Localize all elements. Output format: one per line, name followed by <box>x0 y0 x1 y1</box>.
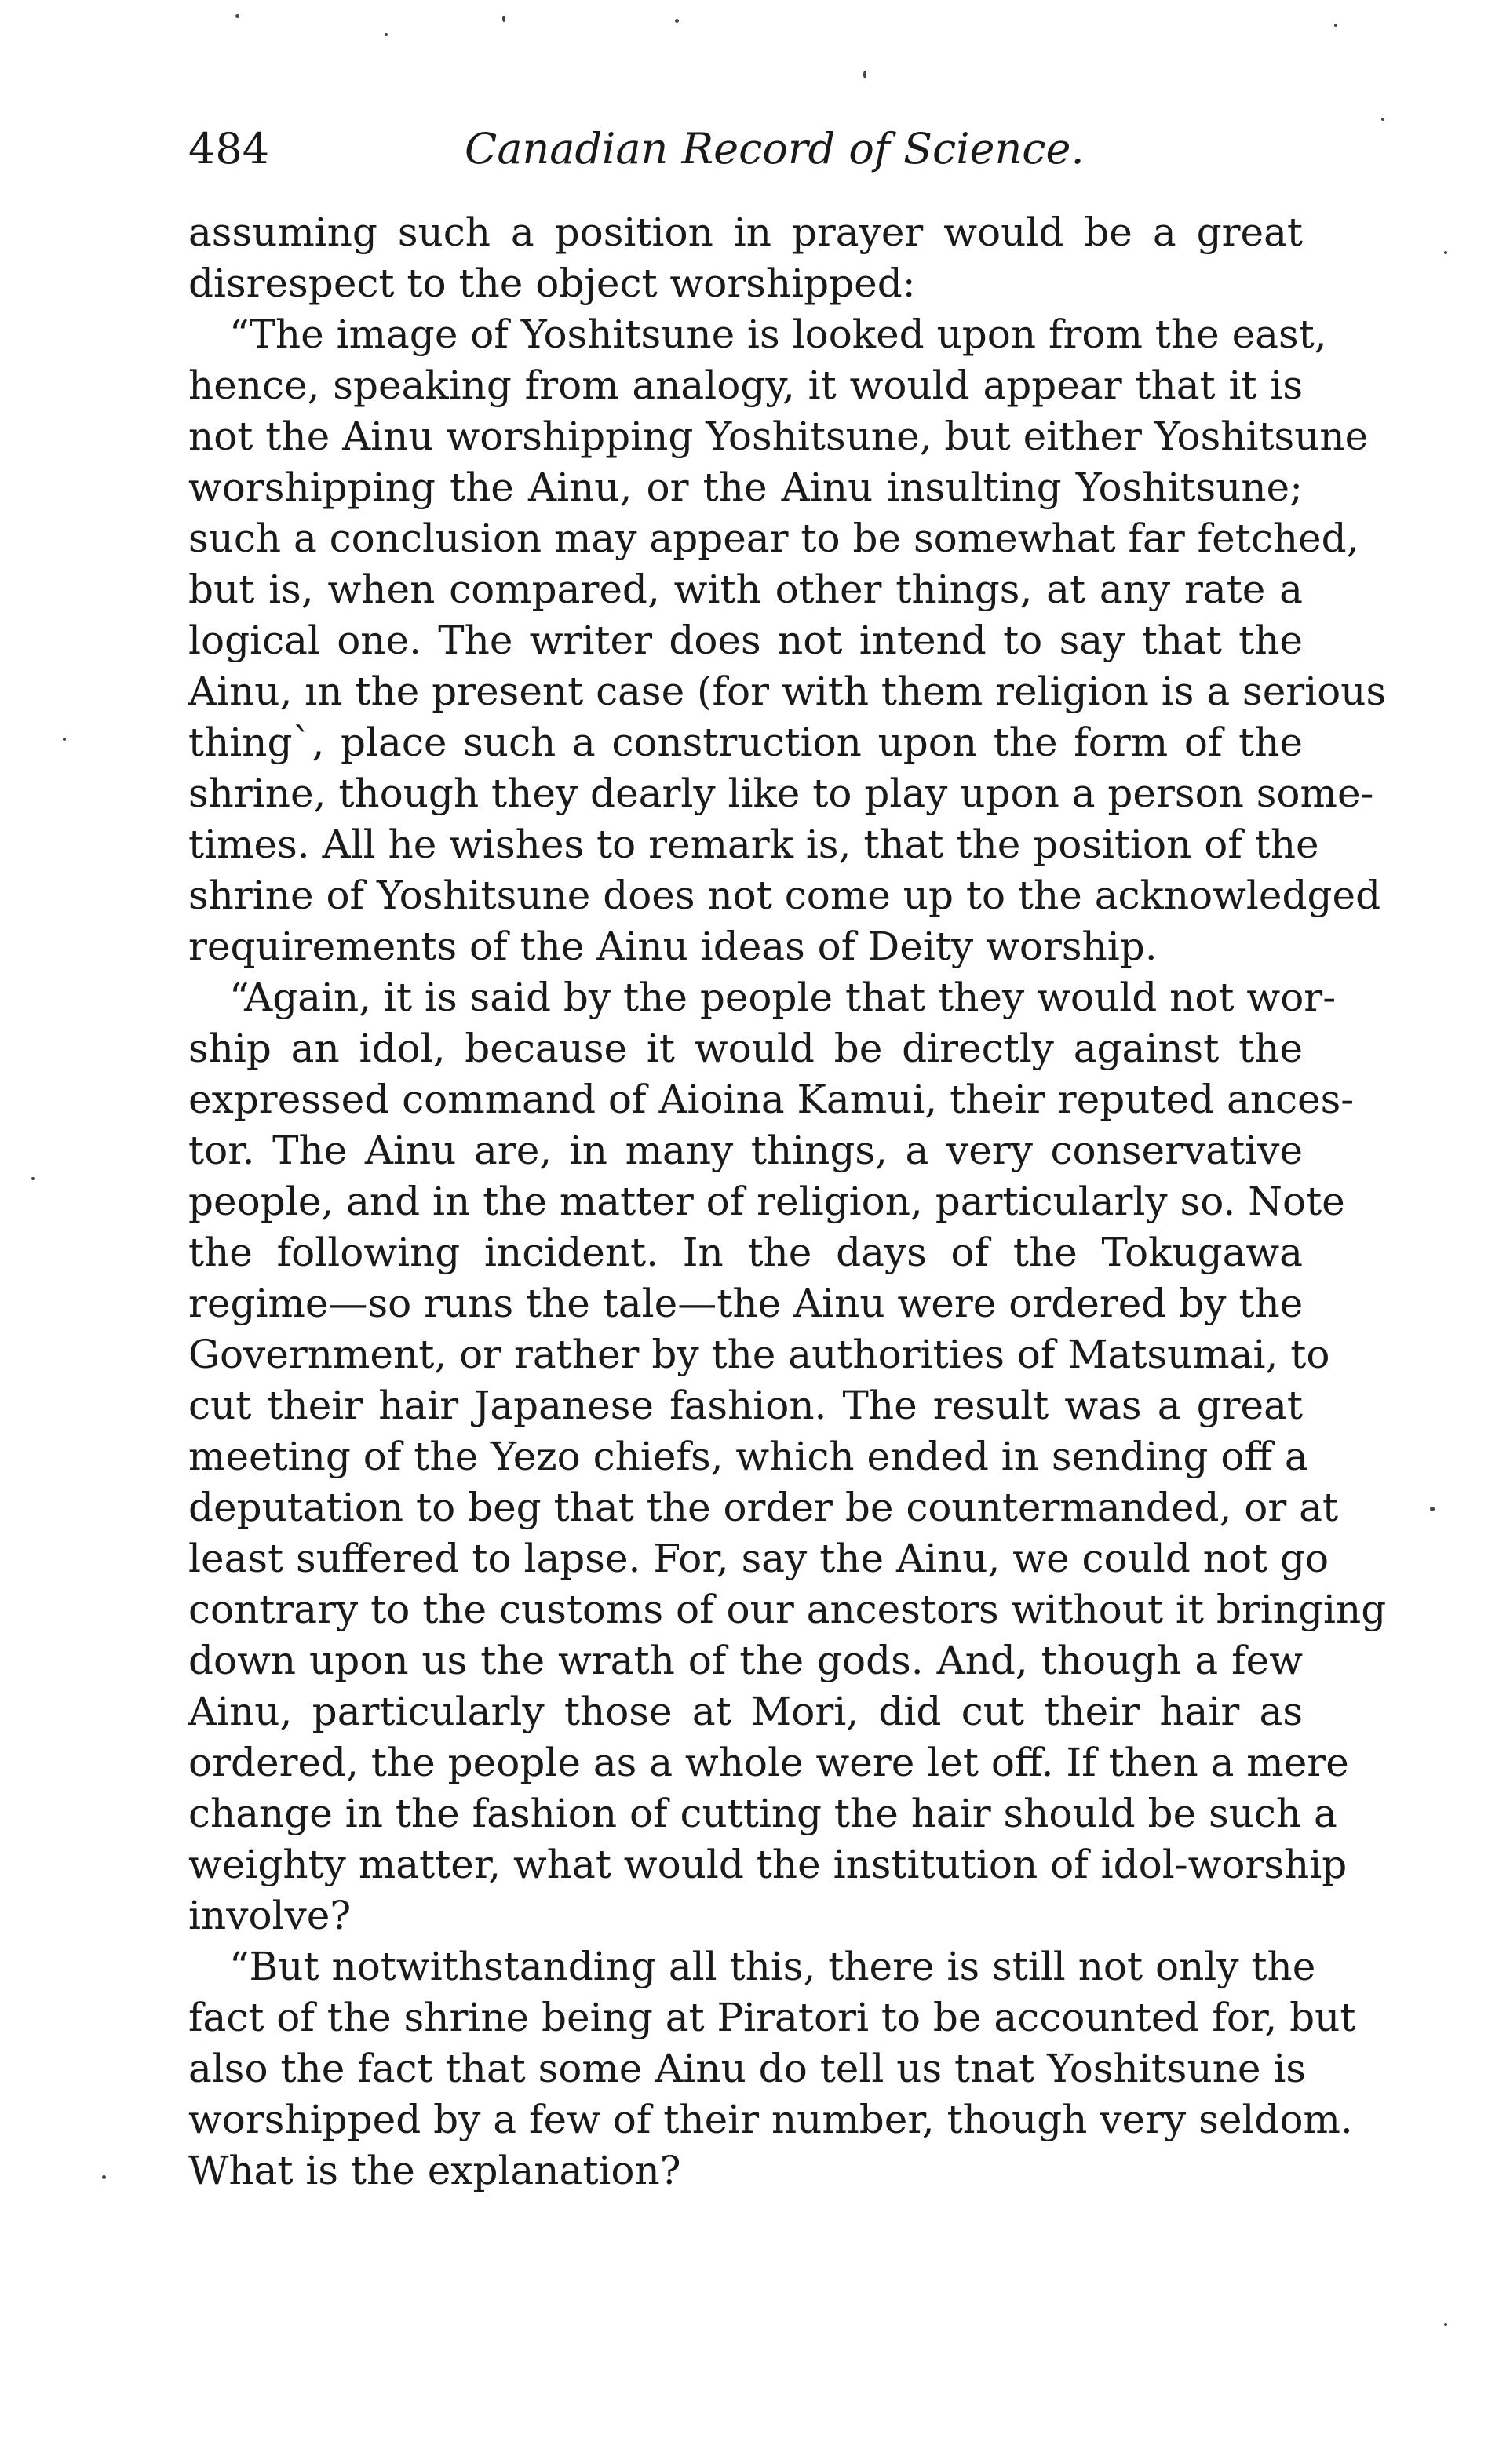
paragraph-first-line: “But notwithstanding all this, there is still not only the <box>229 1944 1316 1989</box>
text-line: weighty matter, what would the institution of idol-worship <box>188 1842 1348 1887</box>
text-line: not the Ainu worshipping Yoshitsune, but either Yoshitsune <box>188 414 1369 459</box>
text-line: ordered, the people as a whole were let off. If then a mere <box>188 1740 1349 1785</box>
scan-speck <box>385 33 388 36</box>
text-line: cut their hair Japanese fashion. The result was a great <box>188 1383 1303 1428</box>
text-line: What is the explanation? <box>188 2148 681 2193</box>
paragraph-first-line: “Again, it is said by the people that they would not wor- <box>229 975 1337 1020</box>
text-line: such a conclusion may appear to be somewhat far fetched, <box>188 516 1359 561</box>
text-line: involve? <box>188 1893 352 1938</box>
text-line: deputation to beg that the order be countermanded, or at <box>188 1485 1339 1530</box>
text-line: fact of the shrine being at Piratori to be accounted for, but <box>188 1995 1356 2040</box>
text-line: down upon us the wrath of the gods. And, though a few <box>188 1638 1303 1683</box>
text-line: expressed command of Aioina Kamui, their reputed ances- <box>188 1077 1355 1122</box>
text-line: Ainu, ın the present case (for with them religion is a serious <box>188 669 1387 714</box>
scan-speck <box>675 19 679 23</box>
text-line: least suffered to lapse. For, say the Ainu, we could not go <box>188 1536 1329 1581</box>
text-line: meeting of the Yezo chiefs, which ended in sending off a <box>188 1434 1308 1479</box>
scan-speck <box>1381 118 1384 121</box>
scan-speck <box>235 14 239 18</box>
page-header <box>188 118 1303 180</box>
text-line: thing`, place such a construction upon the form of the <box>188 720 1303 765</box>
text-line: contrary to the customs of our ancestors without it bringing <box>188 1587 1387 1632</box>
scan-speck <box>1334 24 1337 27</box>
text-line: people, and in the matter of religion, particularly so. Note <box>188 1179 1345 1224</box>
text-line: regime—so runs the tale—the Ainu were ordered by the <box>188 1281 1304 1326</box>
page-number: 484 <box>188 124 270 173</box>
text-line: the following incident. In the days of the Tokugawa <box>188 1230 1303 1275</box>
text-line: also the fact that some Ainu do tell us tnat Yoshitsune is <box>188 2046 1306 2091</box>
scan-speck <box>1430 1507 1435 1511</box>
text-line: Government, or rather by the authorities of Matsumai, to <box>188 1332 1330 1377</box>
text-line: but is, when compared, with other things, at any rate a <box>188 567 1303 612</box>
scan-speck <box>63 738 66 741</box>
text-line: assuming such a position in prayer would be a great <box>188 210 1303 255</box>
text-line: hence, speaking from analogy, it would appear that it is <box>188 363 1303 408</box>
scan-speck <box>102 2175 106 2179</box>
text-line: tor. The Ainu are, in many things, a very conservative <box>188 1128 1303 1173</box>
running-title: Canadian Record of Science. <box>465 124 1085 173</box>
paragraph-first-line: “The image of Yoshitsune is looked upon from the east, <box>229 312 1327 357</box>
text-line: worshipping the Ainu, or the Ainu insulting Yoshitsune; <box>188 465 1303 510</box>
text-line: change in the fashion of cutting the hair should be such a <box>188 1791 1337 1836</box>
text-line: worshipped by a few of their number, though very seldom. <box>188 2097 1353 2142</box>
text-line: logical one. The writer does not intend to say that the <box>188 618 1303 663</box>
text-line: disrespect to the object worshipped: <box>188 261 916 306</box>
scan-speck <box>863 71 866 78</box>
scan-speck <box>1444 251 1447 254</box>
text-line: Ainu, particularly those at Mori, did cut their hair as <box>188 1689 1303 1734</box>
scan-speck <box>502 16 505 22</box>
text-line: ship an idol, because it would be directly against the <box>188 1026 1303 1071</box>
text-line: shrine, though they dearly like to play upon a person some- <box>188 771 1374 816</box>
text-line: requirements of the Ainu ideas of Deity worship. <box>188 924 1158 969</box>
scan-speck <box>1444 2323 1447 2326</box>
text-line: shrine of Yoshitsune does not come up to the acknowledged <box>188 873 1381 918</box>
body-text <box>188 207 1387 2196</box>
scan-speck <box>31 1177 35 1180</box>
text-line: times. All he wishes to remark is, that the position of the <box>188 822 1319 867</box>
